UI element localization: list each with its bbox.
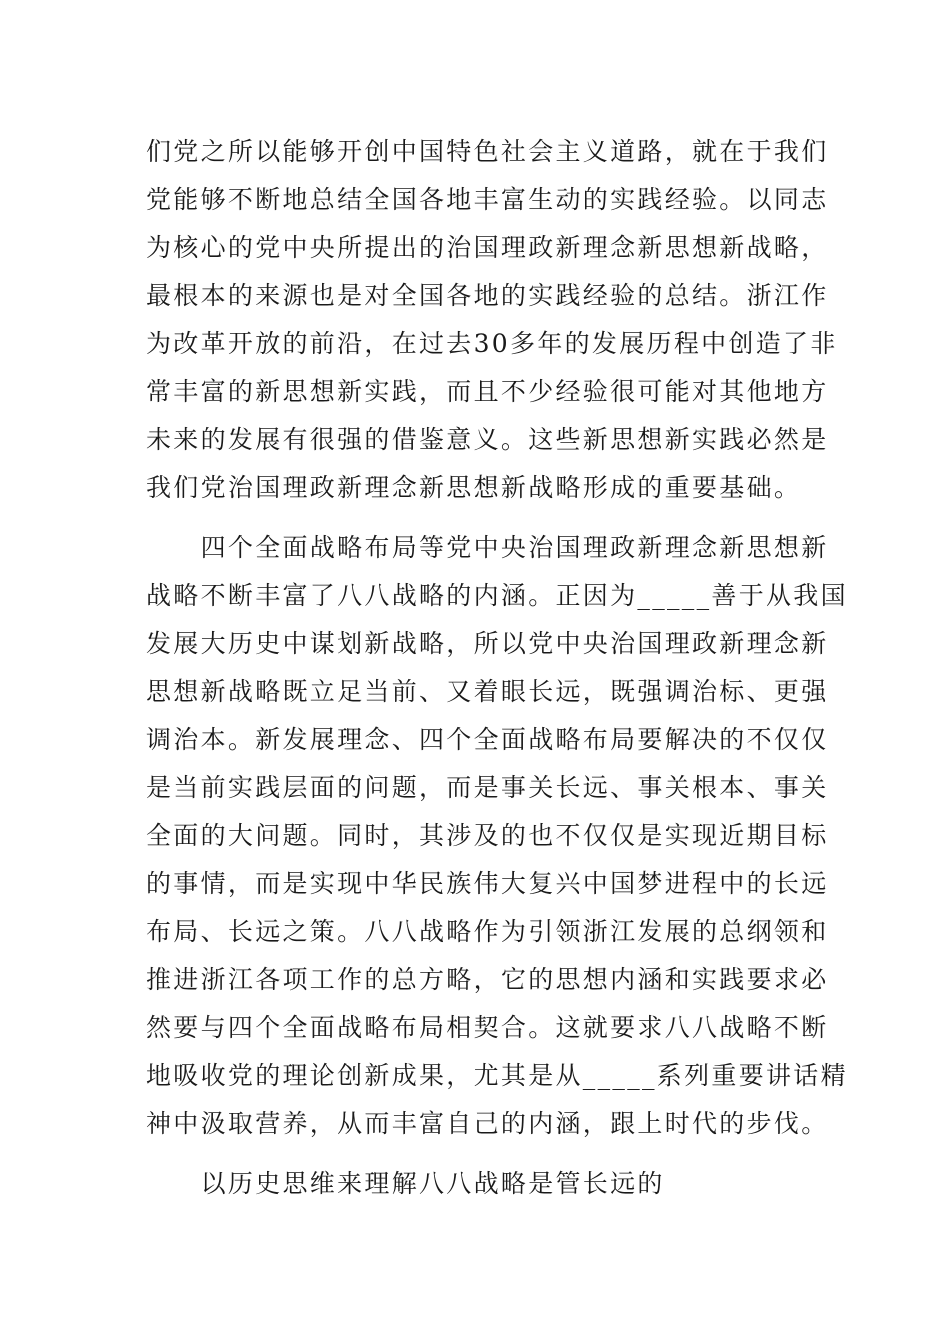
text-line: 调治本。新发展理念、四个全面战略布局要解决的不仅仅 — [146, 725, 829, 754]
text-line: 最根本的来源也是对全国各地的实践经验的总结。浙江作 — [146, 281, 829, 310]
text-line: 们党之所以能够开创中国特色社会主义道路，就在于我们 — [146, 137, 829, 166]
text-line: 布局、长远之策。八八战略作为引领浙江发展的总纲领和 — [146, 917, 829, 946]
text-line: 是当前实践层面的问题，而是事关长远、事关根本、事关 — [146, 773, 829, 802]
text-line: 推进浙江各项工作的总方略，它的思想内涵和实践要求必 — [146, 965, 829, 994]
section-heading-line: 以历史思维来理解八八战略是管长远的 — [146, 1169, 665, 1198]
text-line: 为核心的党中央所提出的治国理政新理念新思想新战略， — [146, 233, 829, 262]
text-line: 常丰富的新思想新实践，而且不少经验很可能对其他地方 — [146, 377, 829, 406]
text-line: 发展大历史中谋划新战略，所以党中央治国理政新理念新 — [146, 629, 829, 658]
text-line: 全面的大问题。同时，其涉及的也不仅仅是实现近期目标 — [146, 821, 829, 850]
text-line: 地吸收党的理论创新成果，尤其是从_____系列重要讲话精 — [146, 1061, 848, 1090]
text-line: 的事情，而是实现中华民族伟大复兴中国梦进程中的长远 — [146, 869, 829, 898]
text-line: 未来的发展有很强的借鉴意义。这些新思想新实践必然是 — [146, 425, 829, 454]
text-line: 思想新战略既立足当前、又着眼长远，既强调治标、更强 — [146, 677, 829, 706]
text-line: 神中汲取营养，从而丰富自己的内涵，跟上时代的步伐。 — [146, 1109, 829, 1138]
text-line: 为改革开放的前沿，在过去30多年的发展历程中创造了非 — [146, 329, 838, 358]
text-line: 四个全面战略布局等党中央治国理政新理念新思想新 — [146, 533, 829, 562]
text-line: 战略不断丰富了八八战略的内涵。正因为_____善于从我国 — [146, 581, 848, 610]
text-line: 然要与四个全面战略布局相契合。这就要求八八战略不断 — [146, 1013, 829, 1042]
text-line: 我们党治国理政新理念新思想新战略形成的重要基础。 — [146, 473, 802, 502]
text-line: 党能够不断地总结全国各地丰富生动的实践经验。以同志 — [146, 185, 829, 214]
